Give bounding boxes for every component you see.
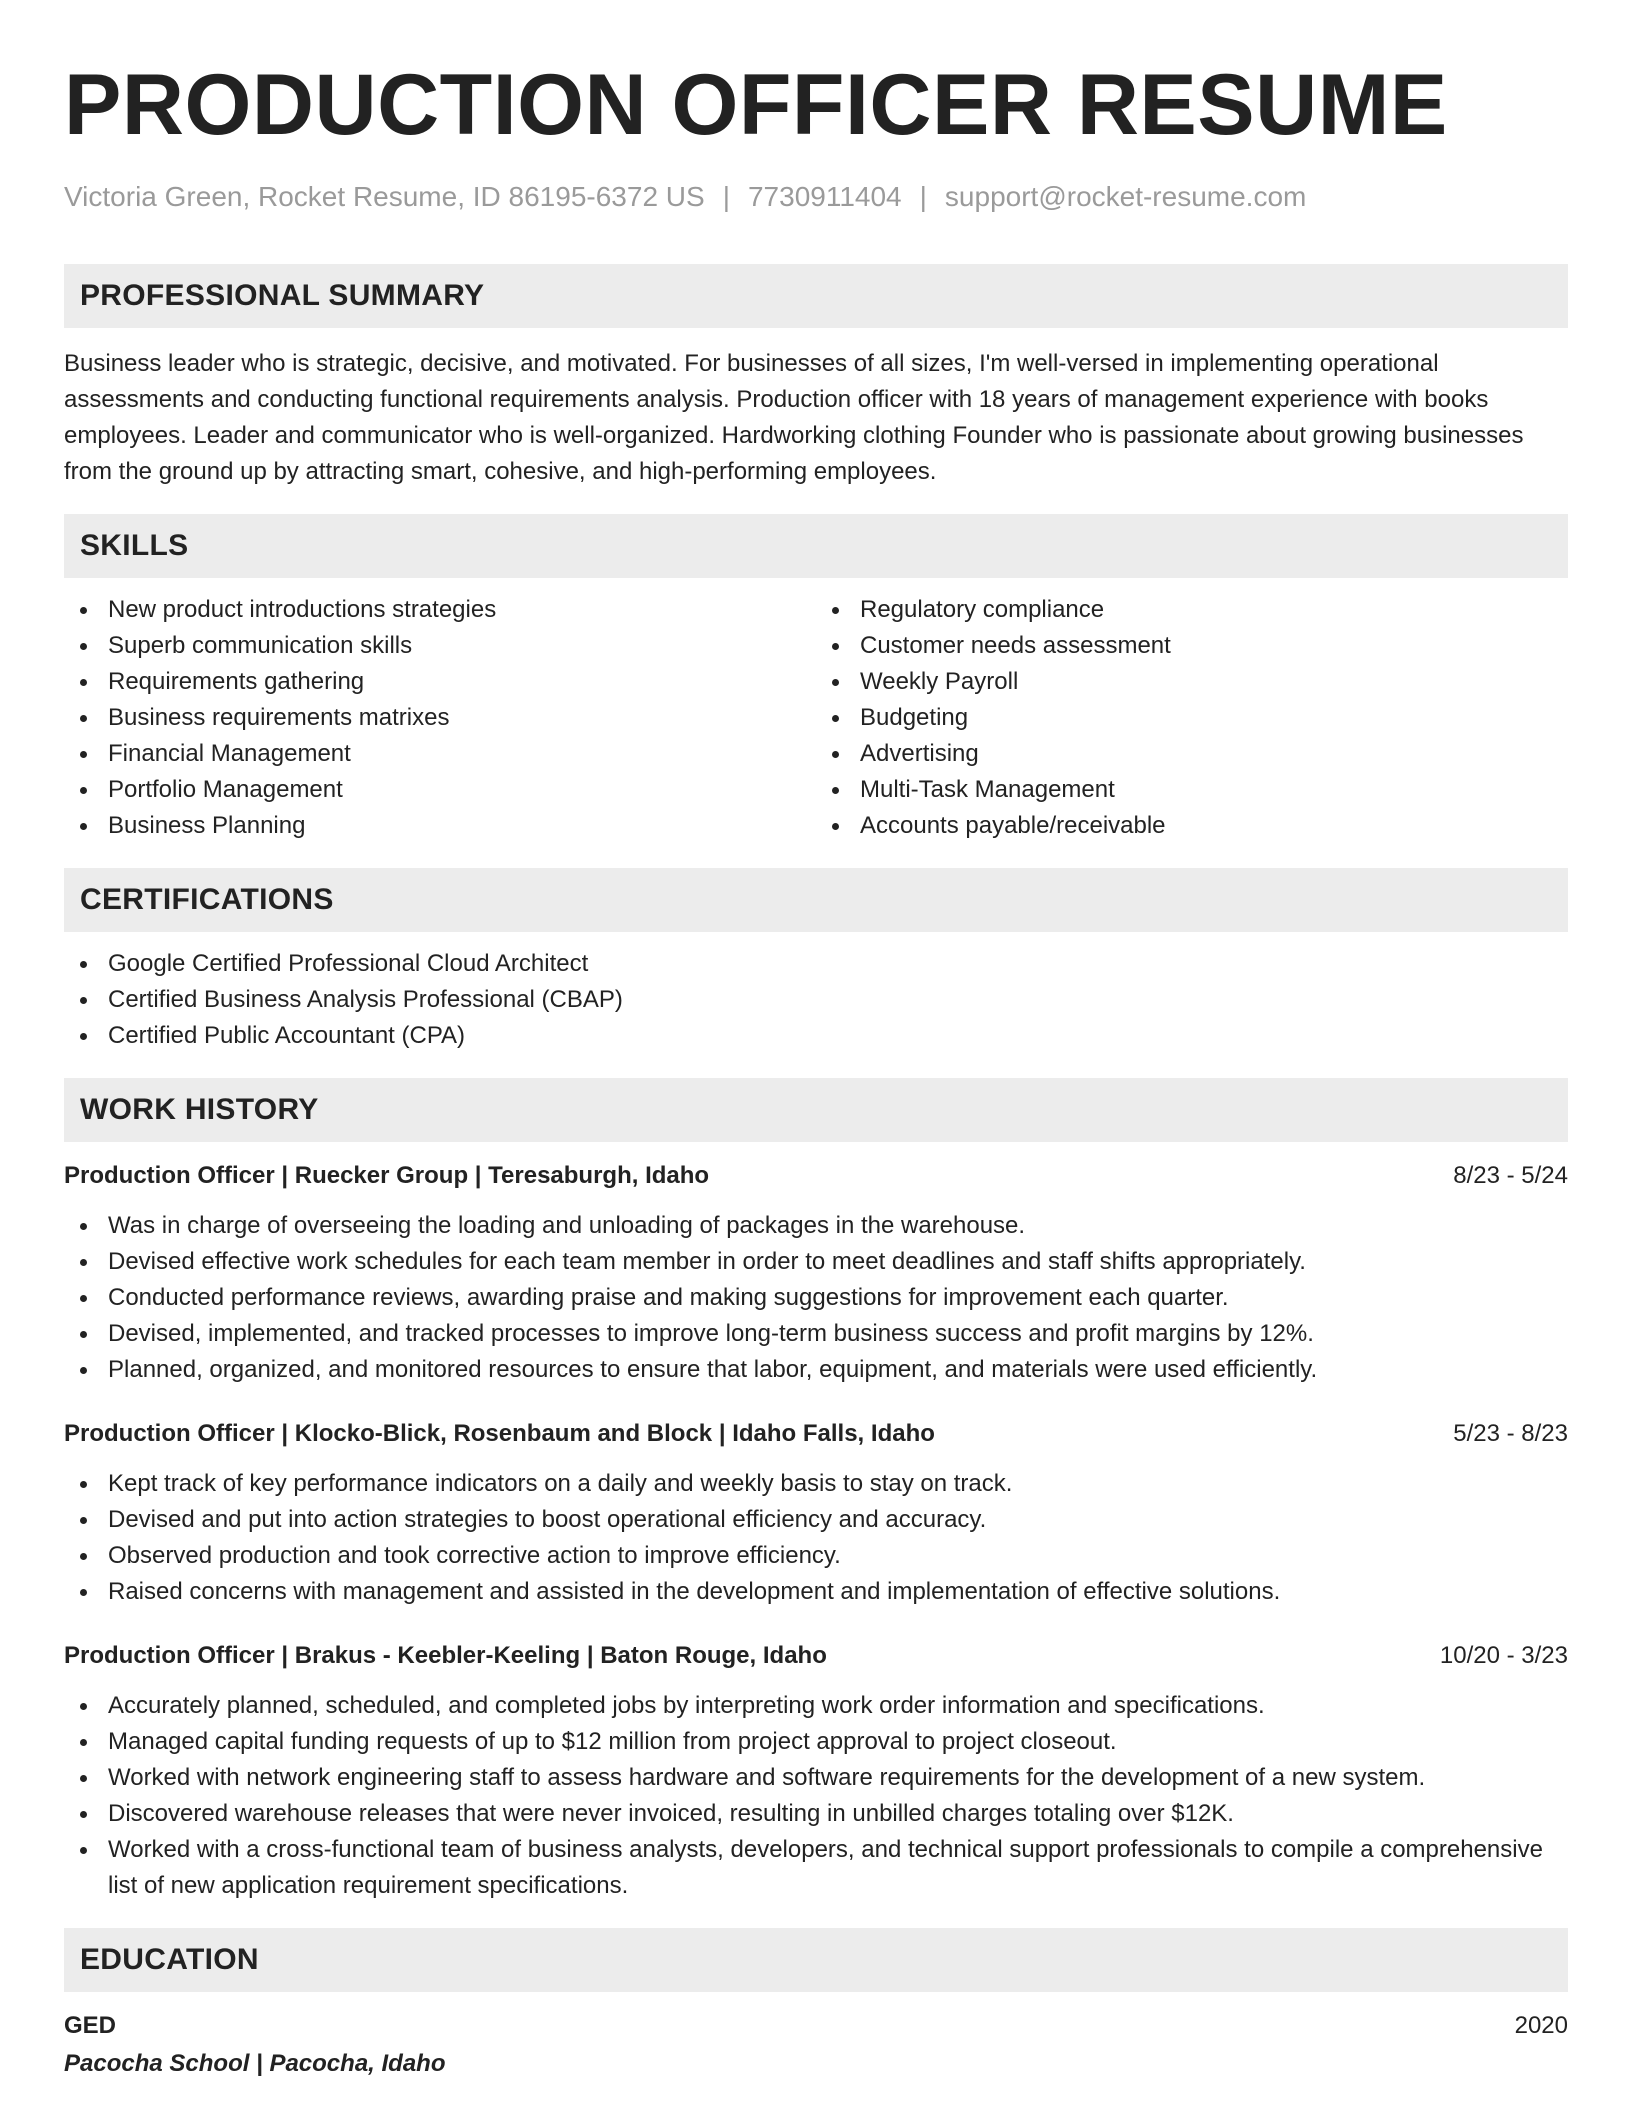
- contact-line: [64, 180, 1568, 214]
- skill-item: Requirements gathering: [64, 664, 816, 700]
- job-dates: 8/23 - 5/24: [1453, 1161, 1568, 1189]
- skill-item: New product introductions strategies: [64, 592, 816, 628]
- job-bullets: [64, 1466, 1568, 1610]
- job-header: [64, 1416, 1568, 1452]
- job-bullet: Accurately planned, scheduled, and completed jobs by interpreting work order information and specifications.: [64, 1688, 1568, 1724]
- education-degree: GED: [64, 2011, 117, 2039]
- section-heading-skills: SKILLS: [64, 514, 1568, 578]
- skills-column-right: [816, 592, 1568, 844]
- certification-item: Certified Business Analysis Professional (CBAP): [64, 982, 1568, 1018]
- job-title: Production Officer | Klocko-Blick, Rosenbaum and Block | Idaho Falls, Idaho: [64, 1419, 935, 1447]
- skill-item: Financial Management: [64, 736, 816, 772]
- skill-item: Customer needs assessment: [816, 628, 1568, 664]
- job-bullet: Worked with network engineering staff to assess hardware and software requirements for the development of a new system.: [64, 1760, 1568, 1796]
- page-title: PRODUCTION OFFICER RESUME: [64, 57, 1448, 153]
- job-dates: 5/23 - 8/23: [1453, 1419, 1568, 1447]
- skill-item: Weekly Payroll: [816, 664, 1568, 700]
- section-heading-work-history: WORK HISTORY: [64, 1078, 1568, 1142]
- job-bullets: [64, 1688, 1568, 1904]
- skill-item: Business requirements matrixes: [64, 700, 816, 736]
- skills-list: [64, 592, 1568, 844]
- job-title: Production Officer | Ruecker Group | Teresaburgh, Idaho: [64, 1161, 710, 1189]
- section-heading-certifications: CERTIFICATIONS: [64, 868, 1568, 932]
- job-bullet: Planned, organized, and monitored resources to ensure that labor, equipment, and materials were used efficiently.: [64, 1352, 1568, 1388]
- job-bullet: Was in charge of overseeing the loading and unloading of packages in the warehouse.: [64, 1208, 1568, 1244]
- certification-item: Google Certified Professional Cloud Architect: [64, 946, 1568, 982]
- job-bullet: Devised effective work schedules for each team member in order to meet deadlines and staff shifts appropriately.: [64, 1244, 1568, 1280]
- certification-item: Certified Public Accountant (CPA): [64, 1018, 1568, 1054]
- summary-text: Business leader who is strategic, decisive, and motivated. For businesses of all sizes, I'm well-versed in implementing operational assessments and conducting functional requirements analysis. Production officer with 18 years of management experience with books employees. Leader and communicator who is well-organized. Hardworking clothing Founder who is passionate about growing businesses from the ground up by attracting smart, cohesive, and high-performing employees.: [64, 349, 1524, 485]
- job-dates: 10/20 - 3/23: [1439, 1641, 1568, 1669]
- job-entry: [64, 1638, 1568, 1904]
- skill-item: Business Planning: [64, 808, 816, 844]
- education-school: Pacocha School | Pacocha, Idaho: [64, 2049, 446, 2077]
- skill-item: Regulatory compliance: [816, 592, 1568, 628]
- contact-address: Victoria Green, Rocket Resume, ID 86195-6372 US: [64, 181, 705, 212]
- education-year: 2020: [1514, 2011, 1568, 2039]
- contact-separator: |: [919, 181, 927, 212]
- skill-item: Budgeting: [816, 700, 1568, 736]
- job-title: Production Officer | Brakus - Keebler-Keeling | Baton Rouge, Idaho: [64, 1641, 827, 1669]
- section-heading-summary: PROFESSIONAL SUMMARY: [64, 264, 1568, 328]
- job-bullet: Conducted performance reviews, awarding praise and making suggestions for improvement each quarter.: [64, 1280, 1568, 1316]
- job-bullet: Discovered warehouse releases that were never invoiced, resulting in unbilled charges totaling over $12K.: [64, 1796, 1568, 1832]
- section-heading-education: EDUCATION: [64, 1928, 1568, 1992]
- skill-item: Accounts payable/receivable: [816, 808, 1568, 844]
- skills-column-left: [64, 592, 816, 844]
- job-bullet: Observed production and took corrective action to improve efficiency.: [64, 1538, 1568, 1574]
- skill-item: Portfolio Management: [64, 772, 816, 808]
- skill-item: Superb communication skills: [64, 628, 816, 664]
- job-bullet: Devised, implemented, and tracked processes to improve long-term business success and profit margins by 12%.: [64, 1316, 1568, 1352]
- job-bullet: Devised and put into action strategies to boost operational efficiency and accuracy.: [64, 1502, 1568, 1538]
- contact-email: support@rocket-resume.com: [944, 181, 1307, 212]
- job-bullet: Managed capital funding requests of up to $12 million from project approval to project closeout.: [64, 1724, 1568, 1760]
- contact-separator: |: [722, 181, 730, 212]
- skill-item: Advertising: [816, 736, 1568, 772]
- job-entry: [64, 1416, 1568, 1610]
- job-header: [64, 1158, 1568, 1194]
- job-entry: [64, 1158, 1568, 1388]
- contact-phone: 7730911404: [747, 181, 902, 212]
- education-header: [64, 2008, 1568, 2044]
- skill-item: Multi-Task Management: [816, 772, 1568, 808]
- job-header: [64, 1638, 1568, 1674]
- certifications-list: [64, 946, 1568, 1054]
- job-bullet: Raised concerns with management and assisted in the development and implementation of effective solutions.: [64, 1574, 1568, 1610]
- job-bullet: Worked with a cross-functional team of business analysts, developers, and technical support professionals to compile a comprehensive list of new application requirement specifications.: [64, 1832, 1568, 1904]
- job-bullets: [64, 1208, 1568, 1388]
- job-bullet: Kept track of key performance indicators on a daily and weekly basis to stay on track.: [64, 1466, 1568, 1502]
